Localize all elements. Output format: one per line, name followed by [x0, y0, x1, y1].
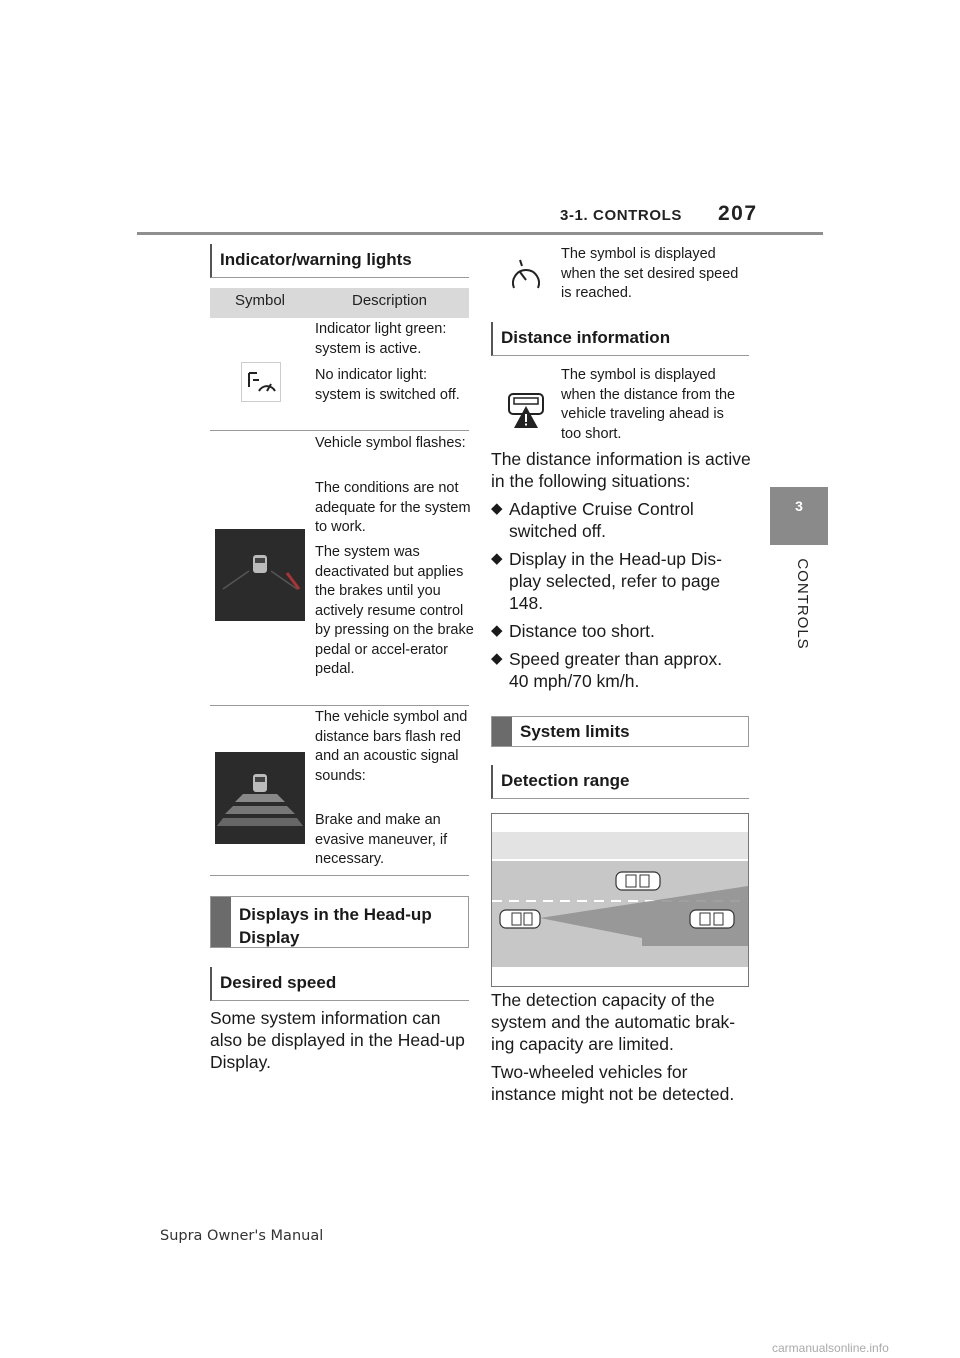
chapter-number: 3 [795, 498, 803, 514]
bullet-icon: ◆ [491, 550, 503, 567]
hud-heading-text: Displays in the Head-up Display [239, 905, 432, 947]
system-limits-heading [491, 716, 749, 747]
distance-active-text: The distance information is active in the following situations: [491, 449, 751, 491]
header-rule [137, 232, 823, 235]
row3-desc-a: The vehicle symbol and distance bars flash red and an acoustic signal sounds: [315, 709, 468, 784]
heading-bar [492, 717, 512, 746]
vehicle-flash-warning-icon [215, 529, 305, 621]
desired-speed-heading: Desired speed [210, 967, 469, 1001]
bullet-icon: ◆ [491, 650, 503, 667]
footer-manual-title: Supra Owner's Manual [160, 1228, 324, 1244]
watermark: carmanualsonline.info [772, 1341, 889, 1355]
desired-speed-reached-icon [508, 258, 544, 294]
row-divider [210, 875, 469, 876]
detection-range-diagram [491, 813, 749, 987]
speed-symbol-text: The symbol is displayed when the set desired speed is reached. [561, 246, 739, 301]
distance-heading: Distance information [491, 322, 749, 356]
row2-desc-b: The conditions are not adequate for the system to work. [315, 480, 471, 535]
row1-desc-a: Indicator light green: system is active. [315, 321, 447, 357]
row-divider [210, 430, 469, 431]
detection-capacity-text: The detection capacity of the system and the automatic brak-ing capacity are limited. [491, 990, 736, 1054]
cruise-control-indicator-icon [241, 362, 281, 402]
page-number: 207 [718, 202, 758, 225]
detection-range-heading: Detection range [491, 765, 749, 799]
row2-desc-c: The system was deactivated but applies the brakes until you actively resume control by pressing on the brake pedal or accel-erator pedal. [315, 544, 474, 677]
system-limits-text: System limits [520, 722, 630, 741]
bullet-text: Distance too short. [509, 621, 655, 641]
row-divider [210, 705, 469, 706]
bullet-icon: ◆ [491, 622, 503, 639]
chapter-label: CONTROLS [794, 558, 811, 650]
chapter-tab [770, 487, 828, 545]
bullet-item [491, 648, 746, 692]
hud-paragraph: Some system information can also be displayed in the Head-up Display. [210, 1008, 465, 1072]
table-header [210, 288, 469, 318]
bullet-text: Speed greater than approx. 40 mph/70 km/h. [509, 649, 723, 691]
row2-desc-a: Vehicle symbol flashes: [315, 435, 466, 451]
heading-bar [211, 897, 231, 947]
bullet-item [491, 498, 746, 542]
distance-symbol-text: The symbol is displayed when the distance from the vehicle traveling ahead is too short. [561, 367, 736, 442]
col-description: Description [351, 292, 428, 309]
bullet-item [491, 620, 746, 642]
header-section-title: 3-1. CONTROLS [560, 207, 682, 224]
indicator-heading: Indicator/warning lights [210, 244, 469, 278]
two-wheeled-text: Two-wheeled vehicles for instance might not be detected. [491, 1062, 735, 1104]
bullet-icon: ◆ [491, 500, 503, 517]
hud-heading [210, 896, 469, 948]
row1-desc-b: No indicator light: system is switched off. [315, 367, 460, 403]
collision-warning-icon [215, 752, 305, 844]
bullet-item [491, 548, 746, 614]
bullet-text: Adaptive Cruise Control switched off. [509, 499, 694, 541]
row3-desc-b: Brake and make an evasive maneuver, if necessary. [315, 812, 448, 867]
distance-too-short-icon [505, 388, 547, 430]
col-symbol: Symbol [234, 292, 286, 309]
bullet-text: Display in the Head-up Dis-play selected, refer to page 148. [509, 549, 723, 613]
